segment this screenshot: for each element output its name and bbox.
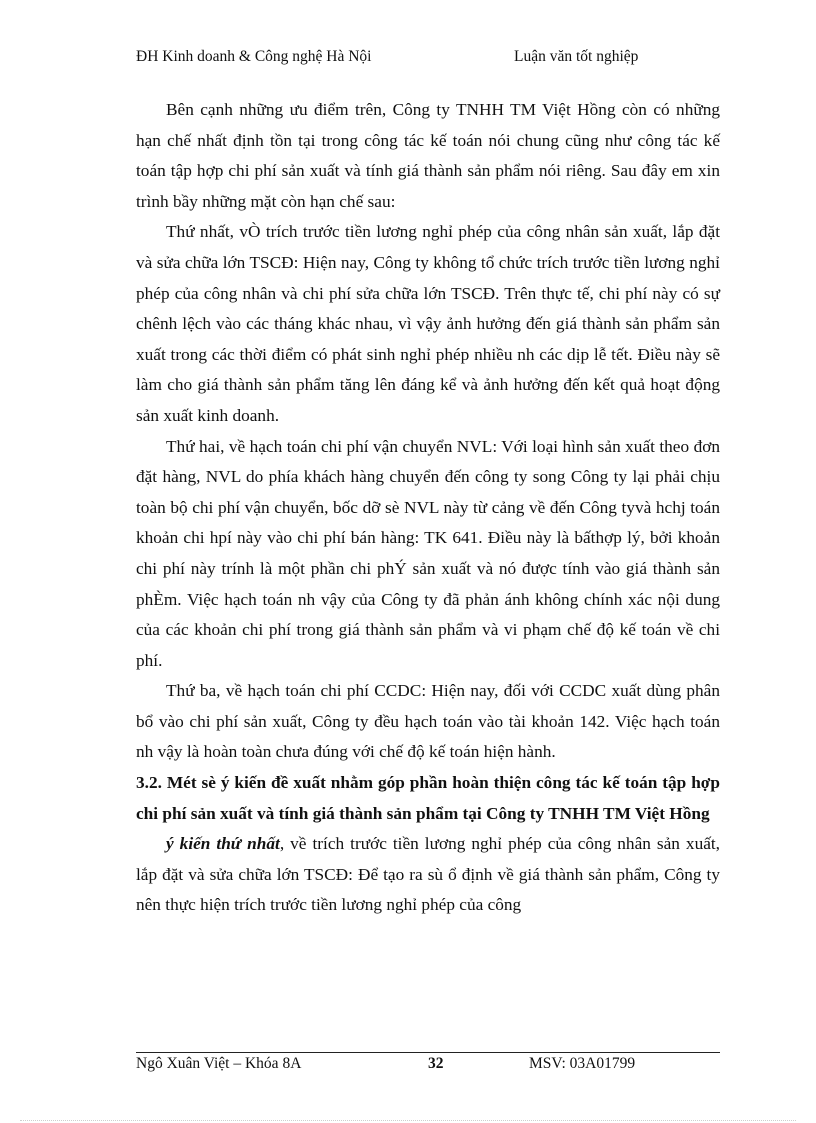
footer-divider [136,1052,720,1053]
section-heading: 3.2. Mét sè ý kiến đề xuất nhằm góp phần hoàn thiện công tác kế toán tập hợp chi phí sản xuất và tính giá thành sản phẩm tại Công ty TNHH TM Việt Hồng [136,773,720,823]
page-footer [136,1055,720,1079]
page-number: 32 [428,1055,444,1072]
page-edge-divider [20,1120,796,1121]
paragraph-third-limitation: Thứ ba, về hạch toán chi phí CCDC: Hiện nay, đối với CCDC xuất dùng phân bổ vào chi phí sản xuất, Công ty đều hạch toán vào tài khoản 142. Việc hạch toán nh vậy là hoàn toàn chưa đúng với chế độ kế toán hiện hành. [136,681,720,762]
page-header [136,48,720,72]
header-university: ĐH Kinh doanh & Công nghệ Hà Nội [136,48,372,65]
paragraph-intro: Bên cạnh những ưu điểm trên, Công ty TNHH TM Việt Hồng còn có những hạn chế nhất định tồn tại trong công tác kế toán nói chung cũng như công tác kế toán tập hợp chi phí sản xuất và tính giá thành sản phẩm nói riêng. Sau đây em xin trình bầy những mặt còn hạn chế sau: [136,100,720,211]
page-body [136,95,720,921]
paragraph-first-limitation: Thứ nhất, vÒ trích trước tiền lương nghỉ phép của công nhân sản xuất, lắp đặt và sửa chữa lớn TSCĐ: Hiện nay, Công ty không tổ chức trích trước tiền lương nghỉ phép của công nhân và chi phí sửa chữa lớn TSCĐ. Trên thực tế, chi phí này có sự chênh lệch vào các tháng khác nhau, vì vậy ảnh hưởng đến giá thành sản phẩm sản xuất trong các thời điểm có phát sinh nghỉ phép nhiều nh các dịp lễ tết. Điều này sẽ làm cho giá thành sản phẩm tăng lên đáng kể và ảnh hưởng đến kết quả hoạt động sản xuất kinh doanh. [136,222,720,425]
paragraph-second-limitation: Thứ hai, về hạch toán chi phí vận chuyển NVL: Với loại hình sản xuất theo đơn đặt hàng, NVL do phía khách hàng chuyển đến công ty song Công ty lại phải chịu toàn bộ chi phí vận chuyển, bốc dỡ sè NVL này từ cảng về đến Công tyvà hchj toán khoản chi hpí này vào chi phí bán hàng: TK 641. Điều này là bấthợp lý, bởi khoản chi phí này trính là một phần chi phÝ sản xuất và nó được tính vào giá thành sản phÈm. Việc hạch toán nh vậy của Công ty đã phản ánh không chính xác nội dung của các khoản chi phí trong giá thành sản phẩm và vi phạm chế độ kế toán về chi phí. [136,436,720,670]
paragraph-first-proposal [136,829,720,921]
footer-student-id: MSV: 03A01799 [529,1055,636,1072]
proposal-body-text: , về trích trước tiền lương nghỉ phép của công nhân sản xuất, lắp đặt và sửa chữa lớn TSCĐ: Để tạo ra sù ổ định về giá thành sản phẩm, Công ty nên thực hiện trích trước tiền lương nghỉ phép của công [136,834,720,915]
header-document-type: Luận văn tốt nghiệp [514,48,639,65]
proposal-lead-text: ý kiến thứ nhất [166,834,280,854]
footer-author: Ngô Xuân Việt – Khóa 8A [136,1055,302,1072]
